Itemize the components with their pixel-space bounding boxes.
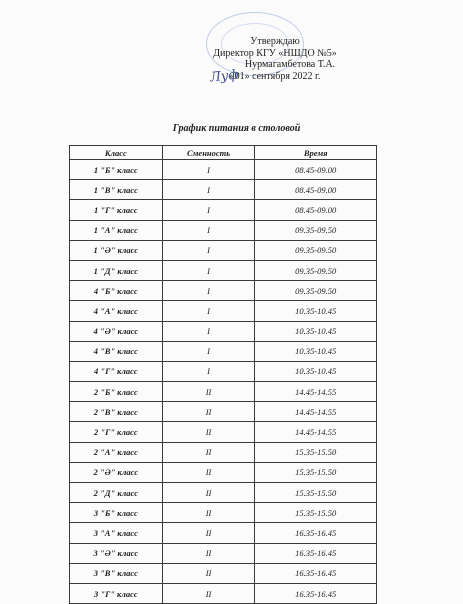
table-row xyxy=(70,442,377,462)
cell-shift: II xyxy=(162,382,255,402)
table-row xyxy=(70,422,377,442)
cell-class: 2 "Д" класс xyxy=(70,483,163,503)
table-row xyxy=(70,483,377,503)
approval-block xyxy=(190,36,360,82)
table-row xyxy=(70,382,377,402)
cell-shift: II xyxy=(162,543,255,563)
cell-time: 09.35-09.50 xyxy=(255,260,377,280)
cell-time: 16.35-16.45 xyxy=(255,523,377,543)
cell-class: 1 "В" класс xyxy=(70,180,163,200)
cell-class: 4 "А" класс xyxy=(70,301,163,321)
cell-class: 2 "Г" класс xyxy=(70,422,163,442)
cell-time: 16.35-16.45 xyxy=(255,563,377,583)
cell-class: 1 "Б" класс xyxy=(70,160,163,180)
cell-shift: I xyxy=(162,160,255,180)
cell-time: 09.35-09.50 xyxy=(255,281,377,301)
cell-time: 09.35-09.50 xyxy=(255,220,377,240)
cell-time: 16.35-16.45 xyxy=(255,543,377,563)
header-class: Класс xyxy=(70,146,163,160)
cell-time: 10.35-10.45 xyxy=(255,361,377,381)
handwritten-signature: Луф xyxy=(209,67,240,86)
cell-shift: I xyxy=(162,220,255,240)
cell-class: 1 "Д" класс xyxy=(70,260,163,280)
cell-class: 1 "Ә" класс xyxy=(70,240,163,260)
cell-shift: II xyxy=(162,422,255,442)
table-row xyxy=(70,583,377,603)
table-row xyxy=(70,402,377,422)
table-header-row xyxy=(70,146,377,160)
cell-shift: II xyxy=(162,523,255,543)
cell-class: 2 "В" класс xyxy=(70,402,163,422)
cell-time: 08.45-09.00 xyxy=(255,180,377,200)
cell-shift: II xyxy=(162,563,255,583)
approval-date: «01» сентября 2022 г. xyxy=(229,70,321,82)
meal-schedule-table xyxy=(69,145,377,604)
cell-time: 15.35-15.50 xyxy=(255,442,377,462)
cell-class: 2 "Б" класс xyxy=(70,382,163,402)
table-row xyxy=(70,321,377,341)
cell-class: 3 "А" класс xyxy=(70,523,163,543)
header-shift: Сменность xyxy=(162,146,255,160)
cell-time: 08.45-09.00 xyxy=(255,200,377,220)
cell-shift: I xyxy=(162,361,255,381)
cell-class: 4 "Г" класс xyxy=(70,361,163,381)
cell-class: 3 "Г" класс xyxy=(70,583,163,603)
cell-time: 15.35-15.50 xyxy=(255,503,377,523)
table-row xyxy=(70,240,377,260)
cell-shift: II xyxy=(162,503,255,523)
cell-class: 4 "Ә" класс xyxy=(70,321,163,341)
table-row xyxy=(70,220,377,240)
cell-time: 10.35-10.45 xyxy=(255,341,377,361)
cell-shift: I xyxy=(162,180,255,200)
cell-shift: I xyxy=(162,341,255,361)
cell-time: 14.45-14.55 xyxy=(255,382,377,402)
cell-time: 10.35-10.45 xyxy=(255,321,377,341)
table-row xyxy=(70,281,377,301)
cell-class: 4 "В" класс xyxy=(70,341,163,361)
cell-shift: II xyxy=(162,462,255,482)
cell-shift: II xyxy=(162,402,255,422)
director-name: Нурмагамбетова Т.А. xyxy=(244,59,336,70)
table-row xyxy=(70,180,377,200)
table-row xyxy=(70,200,377,220)
cell-class: 1 "А" класс xyxy=(70,220,163,240)
table-row xyxy=(70,462,377,482)
table-row xyxy=(70,160,377,180)
cell-class: 2 "А" класс xyxy=(70,442,163,462)
cell-time: 09.35-09.50 xyxy=(255,240,377,260)
cell-class: 4 "Б" класс xyxy=(70,281,163,301)
cell-shift: II xyxy=(162,442,255,462)
cell-shift: I xyxy=(162,321,255,341)
table-row xyxy=(70,563,377,583)
document-title: График питания в столовой xyxy=(172,123,301,134)
table-row xyxy=(70,503,377,523)
header-time: Время xyxy=(255,146,377,160)
cell-time: 14.45-14.55 xyxy=(255,422,377,442)
table-row xyxy=(70,301,377,321)
cell-shift: I xyxy=(162,200,255,220)
cell-shift: I xyxy=(162,281,255,301)
cell-shift: II xyxy=(162,483,255,503)
cell-time: 16.35-16.45 xyxy=(255,583,377,603)
cell-class: 3 "Ә" класс xyxy=(70,543,163,563)
table-row xyxy=(70,523,377,543)
cell-time: 15.35-15.50 xyxy=(255,483,377,503)
cell-time: 08.45-09.00 xyxy=(255,160,377,180)
table-row xyxy=(70,260,377,280)
cell-class: 3 "В" класс xyxy=(70,563,163,583)
cell-shift: I xyxy=(162,260,255,280)
cell-class: 3 "Б" класс xyxy=(70,503,163,523)
cell-class: 1 "Г" класс xyxy=(70,200,163,220)
approval-heading: Утверждаю xyxy=(250,36,300,47)
cell-class: 2 "Ә" класс xyxy=(70,462,163,482)
cell-shift: II xyxy=(162,583,255,603)
cell-time: 15.35-15.50 xyxy=(255,462,377,482)
table-row xyxy=(70,361,377,381)
director-position: Директор КГУ «НШДО №5» xyxy=(213,47,337,59)
table-row xyxy=(70,341,377,361)
cell-shift: I xyxy=(162,240,255,260)
table-row xyxy=(70,543,377,563)
cell-time: 14.45-14.55 xyxy=(255,402,377,422)
cell-shift: I xyxy=(162,301,255,321)
cell-time: 10.35-10.45 xyxy=(255,301,377,321)
